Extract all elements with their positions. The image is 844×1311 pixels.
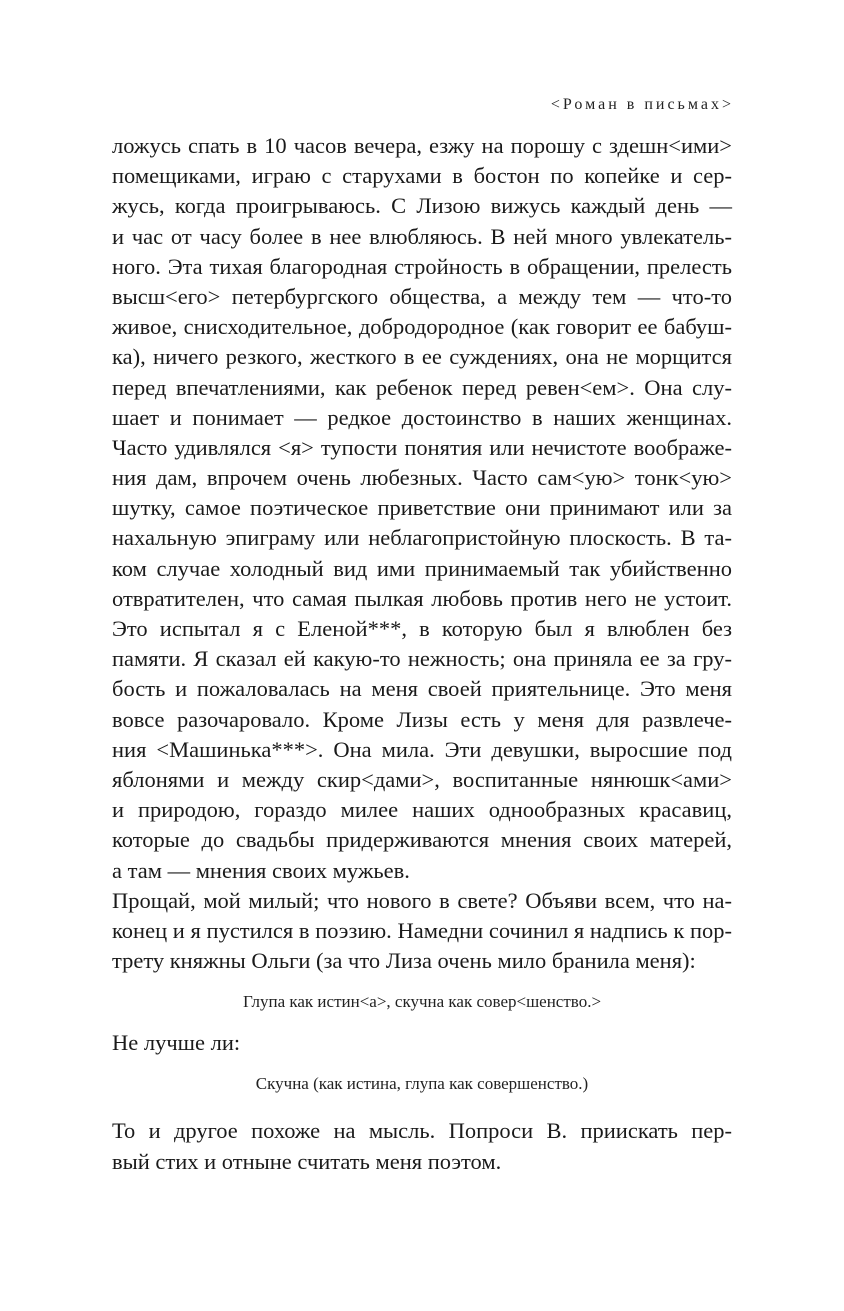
text-line: перед впечатлениями, как ребенок перед ревен<ем>. Она слу- (112, 374, 732, 400)
spacer (112, 1014, 732, 1028)
text-line: Не лучше ли: (112, 1030, 241, 1056)
text-line: отвратителен, что самая пылкая любовь против него не устоит. (112, 585, 732, 611)
text-line: Это испытал я с Еленой***, в которую был я влюблен без (112, 616, 732, 641)
verse-line: Скучна (как истина, глупа как совершенство.) (255, 1074, 589, 1094)
text-line: памяти. Я сказал ей какую-то нежность; она приняла ее за гру- (112, 646, 732, 672)
text-line: помещиками, играю с старухами в бостон по копейке и сер- (112, 163, 732, 189)
text-line: вовсе разочаровало. Кроме Лизы есть у меня для развлече- (112, 706, 732, 732)
text-line: трету княжны Ольги (за что Лиза очень мило бранила меня): (112, 948, 696, 974)
text-line: шутку, самое поэтическое приветствие они принимают или за (112, 495, 732, 521)
text-line: вый стих и отныне считать меня поэтом. (112, 1148, 502, 1174)
text-line: Часто удивлялся <я> тупости понятия или нечистоте воображе- (112, 434, 732, 460)
spacer (112, 976, 732, 990)
text-line: ного. Эта тихая благородная стройность в обращении, прелесть (112, 253, 732, 279)
spacer (112, 1058, 732, 1072)
paragraph-1 (112, 131, 732, 614)
text-line: а там — мнения своих мужьев. (112, 857, 410, 883)
text-line: которые до свадьбы придерживаются мнения своих матерей, (112, 827, 732, 853)
text-line: ния дам, впрочем очень любезных. Часто сам<ую> тонк<ую> (112, 465, 732, 491)
text-line: конец и я пустился в поэзию. Намедни сочинил я надпись к пор- (112, 917, 732, 943)
spacer (112, 1096, 732, 1116)
text-line: ком случае холодный вид ими принимаемый так убийственно (112, 555, 732, 581)
text-line: ния <Машинька***>. Она мила. Эти девушки, выросшие под (112, 736, 732, 762)
text-line: и природою, гораздо милее наших однообразных красавиц, (112, 797, 732, 823)
text-line: ка), ничего резкого, жесткого в ее суждениях, она не морщится (112, 344, 732, 370)
paragraph-5 (112, 1116, 732, 1176)
text-line: ложусь спать в 10 часов вечера, езжу на порошу с здешн<ими> (112, 133, 732, 158)
text-line: высш<его> петербургского общества, а между тем — что-то (112, 283, 732, 309)
running-head: <Роман в письмах> (550, 96, 734, 113)
paragraph-2 (112, 614, 732, 886)
text-line: бость и пожаловалась на меня своей приятельнице. Это меня (112, 676, 732, 702)
text-line: То и другое похоже на мысль. Попроси В. приискать пер- (112, 1118, 732, 1144)
paragraph-3 (112, 886, 732, 977)
page-text (112, 131, 732, 1177)
text-line: жусь, когда проигрываюсь. С Лизою вижусь каждый день — (112, 193, 732, 219)
text-line: живое, снисходительное, добродородное (как говорит ее бабуш- (112, 314, 732, 340)
verse-line: Глупа как истин<а>, скучна как совер<шенство.> (242, 992, 602, 1012)
text-line: шает и понимает — редкое достоинство в наших женщинах. (112, 404, 732, 430)
text-line: и час от часу более в нее влюбляюсь. В ней много увлекатель- (112, 223, 732, 249)
text-line: нахальную эпиграму или неблагопристойную плоскость. В та- (112, 525, 732, 551)
text-line: Прощай, мой милый; что нового в свете? Объяви всем, что на- (112, 887, 732, 913)
text-line: яблонями и между скир<дами>, воспитанные нянюшк<ами> (112, 766, 732, 792)
